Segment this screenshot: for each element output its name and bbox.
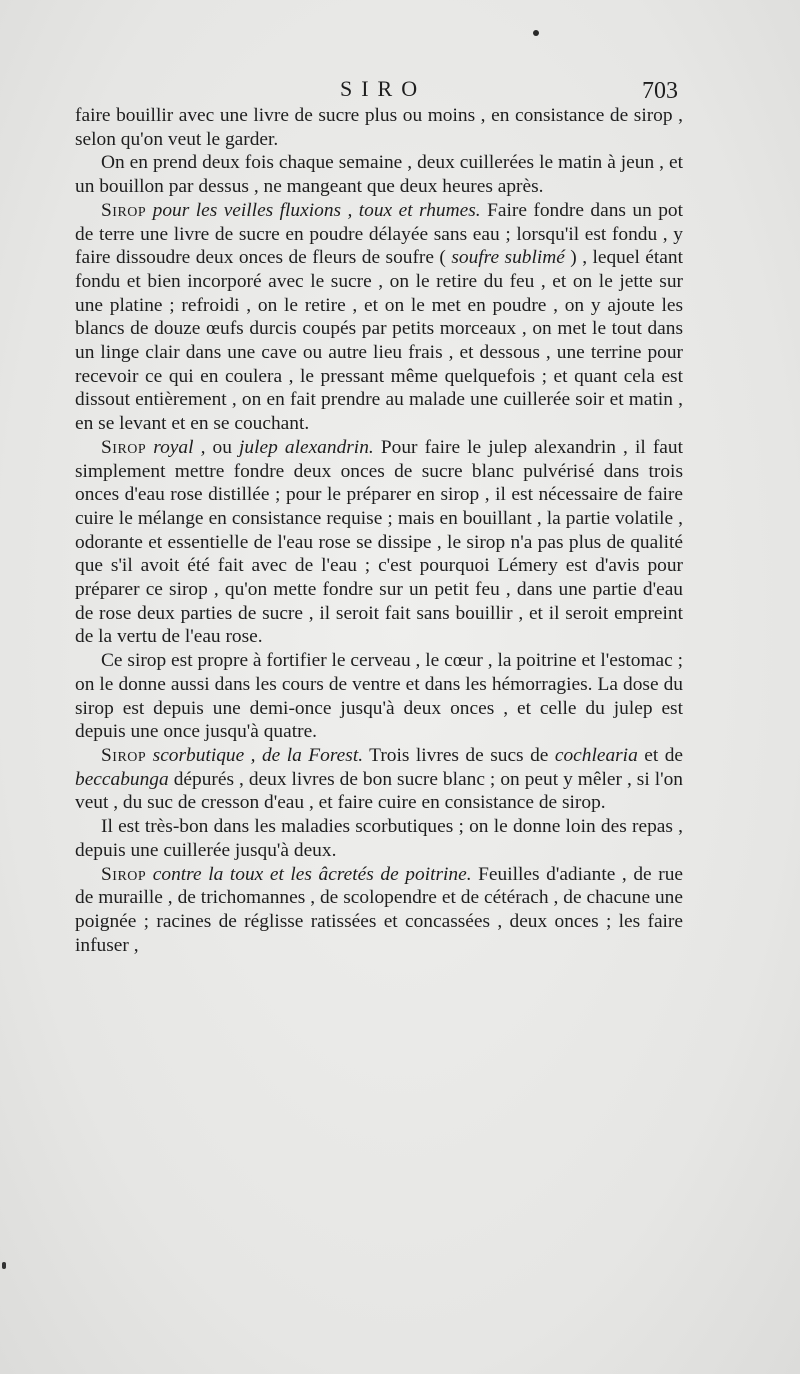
italic-text: royal , xyxy=(153,436,206,458)
body-text xyxy=(75,104,683,957)
margin-speck xyxy=(2,1262,6,1269)
entry-heading: Sirop xyxy=(101,199,147,221)
text-run: Pour faire le julep alexandrin , il faut simplement mettre fondre deux onces de sucre blanc pulvérisé dans trois onces d'eau rose distillée ; pour le préparer en sirop , il est nécessaire de faire cuire le mélange en consistance requise ; mais en bouillant , la partie volatile , odorante et essentielle de l'eau rose se dissipe , le sirop n'a pas plus de qualité que s'il avoit été fait avec de l'eau ; c'est pourquoi Lémery est d'avis pour préparer ce sirop , qu'on mette fondre sur un petit feu , dans une partie d'eau de rose deux parties de sucre , il seroit fait sans bouillir , et il seroit empreint de la vertu de l'eau rose. xyxy=(75,436,683,648)
text-run: Ce sirop est propre à fortifier le cerveau , le cœur , la poitrine et l'estomac ; on le donne aussi dans les cours de ventre et dans les hémorragies. La dose du sirop est depuis une demi-once jusqu'à deux onces , et celle du julep est depuis une once jusqu'à quatre. xyxy=(75,650,683,743)
italic-text: beccabunga xyxy=(75,768,169,790)
entry-heading: Sirop xyxy=(101,436,147,458)
paragraph xyxy=(75,436,683,649)
paragraph xyxy=(75,649,683,744)
italic-text: soufre sublimé xyxy=(451,247,565,269)
text-run xyxy=(146,864,153,885)
text-run: Faire fondre dans un pot de terre une livre de sucre en poudre délayée sans eau ; lorsqu'il est fondu , y faire dissoudre deux onces de fleurs de soufre ( xyxy=(75,199,683,269)
entry-heading: Sirop xyxy=(101,863,147,885)
paragraph xyxy=(75,104,683,151)
text-run: faire bouillir avec une livre de sucre plus ou moins , en consistance de sirop , selon qu'on veut le garder. xyxy=(75,105,683,150)
ink-spot xyxy=(533,30,539,36)
text-run: ou xyxy=(205,436,240,458)
italic-text: scorbutique , de la Forest. xyxy=(152,744,364,766)
text-run: ) , lequel étant fondu et bien incorporé avec le sucre , on le retire du feu , et on le jette sur une platine ; refroidi , on le retire , et on le met en poudre , on y ajoute les blancs de douze œufs durcis coupés par petits morceaux , on met le tout dans un linge clair dans une cave ou autre lieu frais , et dessous , une terrine pour recevoir ce qui en coulera , le pressant même quelquefois ; et quant cela est dissout entièrement , on en fait prendre au malade une cuillerée soir et matin , en se levant et en se couchant. xyxy=(75,247,683,435)
paragraph xyxy=(75,199,683,436)
paragraph xyxy=(75,744,683,815)
italic-text: cochlearia xyxy=(554,744,638,766)
paragraph xyxy=(75,815,683,862)
text-run: Trois livres de sucs de xyxy=(363,744,555,766)
text-run: et de xyxy=(637,744,683,766)
text-run: Feuilles d'adiante , de rue de muraille , de trichomannes , de scolopendre et de cétérach , de chacune une poignée ; racines de réglisse ratissées et concassées , deux onces ; les faire infuser , xyxy=(75,863,683,956)
text-run: On en prend deux fois chaque semaine , deux cuillerées le matin à jeun , et un bouillon par dessus , ne mangeant que deux heures après. xyxy=(75,152,683,198)
text-run: Il est très-bon dans les maladies scorbutiques ; on le donne loin des repas , depuis une cuillerée jusqu'à deux. xyxy=(75,816,683,861)
italic-text: contre la toux et les âcretés de poitrine. xyxy=(152,863,472,885)
italic-text: julep alexandrin. xyxy=(239,436,374,458)
text-run: dépurés , deux livres de bon sucre blanc ; on peut y mêler , si l'on veut , du suc de cresson d'eau , et faire cuire en consistance de sirop. xyxy=(75,768,683,814)
paragraph xyxy=(75,151,683,198)
paragraph xyxy=(75,863,683,958)
entry-heading: Sirop xyxy=(101,744,147,766)
italic-text: pour les veilles fluxions , toux et rhumes. xyxy=(152,199,481,221)
page-number: 703 xyxy=(642,78,678,104)
running-head: SIRO xyxy=(340,76,427,101)
